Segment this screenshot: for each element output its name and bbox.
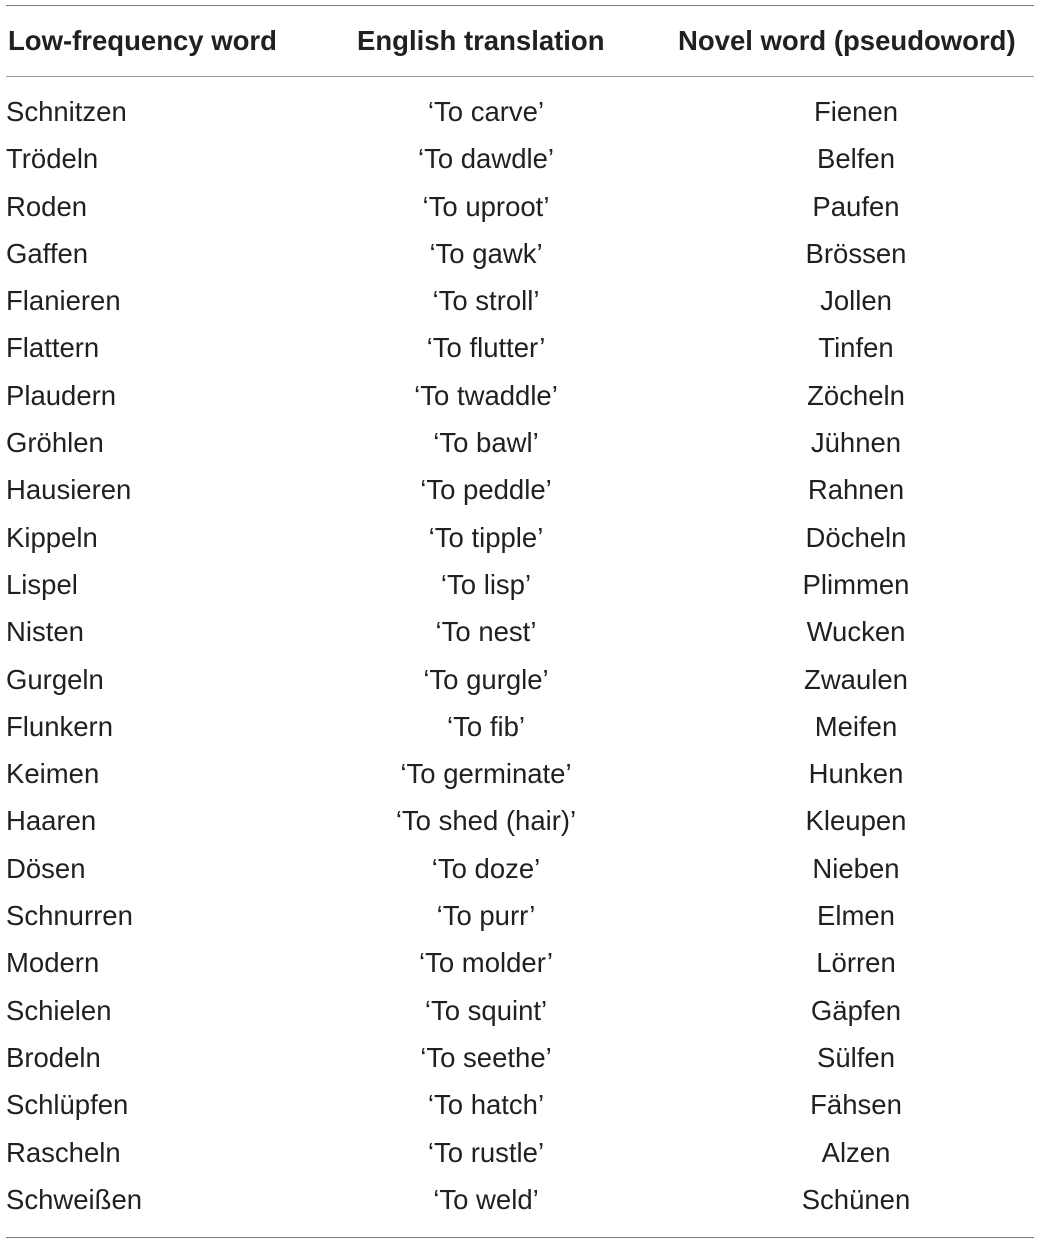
english-translation-cell: ‘To hatch’ bbox=[427, 1089, 545, 1121]
low-frequency-word-cell: Rascheln bbox=[6, 1136, 121, 1168]
english-translation-cell: ‘To twaddle’ bbox=[414, 379, 558, 411]
novel-word-cell: Nieben bbox=[812, 852, 900, 884]
table-row bbox=[0, 1034, 1040, 1081]
novel-word-cell: Hunken bbox=[808, 758, 904, 790]
english-translation-cell: ‘To seethe’ bbox=[420, 1041, 552, 1073]
table-row bbox=[0, 608, 1040, 655]
novel-word-cell: Jühnen bbox=[810, 427, 902, 459]
table-row bbox=[0, 845, 1040, 892]
novel-word-cell: Elmen bbox=[817, 900, 895, 932]
low-frequency-word-cell: Lispel bbox=[6, 568, 78, 600]
novel-word-cell: Fienen bbox=[813, 96, 899, 127]
novel-word-cell: Lörren bbox=[816, 947, 896, 979]
low-frequency-word-cell: Brodeln bbox=[6, 1041, 101, 1073]
table-row bbox=[0, 703, 1040, 750]
table-row bbox=[0, 1129, 1040, 1176]
table-row bbox=[0, 797, 1040, 844]
low-frequency-word-cell: Schnurren bbox=[6, 900, 133, 932]
low-frequency-word-cell: Nisten bbox=[6, 616, 84, 648]
novel-word-cell: Jollen bbox=[820, 285, 892, 317]
table-header-row bbox=[0, 18, 1040, 64]
novel-word-cell: Brössen bbox=[805, 237, 907, 269]
english-translation-cell: ‘To shed (hair)’ bbox=[395, 805, 577, 837]
novel-word-cell: Belfen bbox=[817, 143, 895, 175]
low-frequency-word-cell: Schlüpfen bbox=[6, 1089, 129, 1121]
table-body bbox=[0, 88, 1040, 1223]
english-translation-cell: ‘To tipple’ bbox=[428, 521, 544, 553]
english-translation-cell: ‘To stroll’ bbox=[432, 285, 540, 317]
table-row bbox=[0, 939, 1040, 986]
table-top-rule bbox=[6, 5, 1034, 6]
english-translation-cell: ‘To gurgle’ bbox=[423, 663, 549, 695]
table-row bbox=[0, 230, 1040, 277]
low-frequency-word-cell: Modern bbox=[6, 947, 100, 979]
low-frequency-word-cell: Gurgeln bbox=[6, 663, 104, 695]
table-row bbox=[0, 324, 1040, 371]
table-row bbox=[0, 561, 1040, 608]
novel-word-cell: Tinfen bbox=[818, 332, 894, 364]
table-row bbox=[0, 1081, 1040, 1128]
novel-word-cell: Sülfen bbox=[817, 1041, 895, 1073]
english-translation-cell: ‘To bawl’ bbox=[433, 427, 539, 459]
table-row bbox=[0, 656, 1040, 703]
low-frequency-word-cell: Gaffen bbox=[6, 237, 89, 269]
header-english-translation: English translation bbox=[357, 25, 605, 56]
table-row bbox=[0, 987, 1040, 1034]
novel-word-cell: Paufen bbox=[812, 190, 900, 222]
novel-word-cell: Kleupen bbox=[805, 805, 907, 837]
table-row bbox=[0, 750, 1040, 797]
novel-word-cell: Wucken bbox=[806, 616, 906, 648]
table-row bbox=[0, 372, 1040, 419]
novel-word-cell: Gäpfen bbox=[810, 994, 902, 1026]
low-frequency-word-cell: Schielen bbox=[6, 994, 112, 1026]
english-translation-cell: ‘To gawk’ bbox=[429, 237, 543, 269]
table-row bbox=[0, 892, 1040, 939]
header-novel-word: Novel word (pseudoword) bbox=[678, 25, 1016, 56]
low-frequency-word-cell: Schweißen bbox=[6, 1183, 143, 1215]
novel-word-cell: Plimmen bbox=[802, 568, 910, 600]
novel-word-cell: Zwaulen bbox=[804, 663, 908, 695]
low-frequency-word-cell: Gröhlen bbox=[6, 427, 104, 459]
low-frequency-word-cell: Haaren bbox=[6, 805, 97, 837]
table-bottom-rule bbox=[6, 1237, 1034, 1238]
low-frequency-word-cell: Plaudern bbox=[6, 379, 117, 411]
novel-word-cell: Alzen bbox=[821, 1136, 891, 1168]
english-translation-cell: ‘To purr’ bbox=[436, 900, 536, 932]
table-row bbox=[0, 419, 1040, 466]
novel-word-cell: Fähsen bbox=[810, 1089, 902, 1121]
low-frequency-word-cell: Flattern bbox=[6, 332, 100, 364]
low-frequency-word-cell: Keimen bbox=[6, 758, 100, 790]
low-frequency-word-cell: Schnitzen bbox=[6, 96, 127, 127]
table-row bbox=[0, 514, 1040, 561]
english-translation-cell: ‘To uproot’ bbox=[422, 190, 550, 222]
english-translation-cell: ‘To doze’ bbox=[431, 852, 541, 884]
table-row bbox=[0, 183, 1040, 230]
english-translation-cell: ‘To flutter’ bbox=[426, 332, 546, 364]
english-translation-cell: ‘To weld’ bbox=[433, 1183, 539, 1215]
english-translation-cell: ‘To carve’ bbox=[427, 96, 545, 127]
table-row bbox=[0, 135, 1040, 182]
low-frequency-word-cell: Hausieren bbox=[6, 474, 132, 506]
low-frequency-word-cell: Kippeln bbox=[6, 521, 98, 553]
english-translation-cell: ‘To molder’ bbox=[419, 947, 553, 979]
english-translation-cell: ‘To lisp’ bbox=[440, 568, 532, 600]
table-header-rule bbox=[6, 76, 1034, 77]
novel-word-cell: Zöcheln bbox=[807, 379, 905, 411]
english-translation-cell: ‘To nest’ bbox=[435, 616, 537, 648]
table-row bbox=[0, 1176, 1040, 1223]
english-translation-cell: ‘To squint’ bbox=[424, 994, 548, 1026]
english-translation-cell: ‘To fib’ bbox=[447, 710, 525, 742]
novel-word-cell: Döcheln bbox=[805, 521, 907, 553]
table-row bbox=[0, 88, 1040, 135]
low-frequency-word-cell: Flunkern bbox=[6, 710, 113, 742]
low-frequency-word-cell: Roden bbox=[6, 190, 88, 222]
novel-word-cell: Rahnen bbox=[807, 474, 905, 506]
english-translation-cell: ‘To peddle’ bbox=[420, 474, 552, 506]
novel-word-cell: Meifen bbox=[814, 710, 898, 742]
header-low-frequency-word: Low-frequency word bbox=[8, 25, 277, 56]
english-translation-cell: ‘To dawdle’ bbox=[417, 143, 555, 175]
low-frequency-word-cell: Trödeln bbox=[6, 143, 99, 175]
novel-word-cell: Schünen bbox=[801, 1183, 911, 1215]
english-translation-cell: ‘To rustle’ bbox=[427, 1136, 545, 1168]
english-translation-cell: ‘To germinate’ bbox=[400, 758, 572, 790]
low-frequency-word-cell: Dösen bbox=[6, 852, 86, 884]
low-frequency-word-cell: Flanieren bbox=[6, 285, 121, 317]
table-row bbox=[0, 466, 1040, 513]
table-row bbox=[0, 277, 1040, 324]
